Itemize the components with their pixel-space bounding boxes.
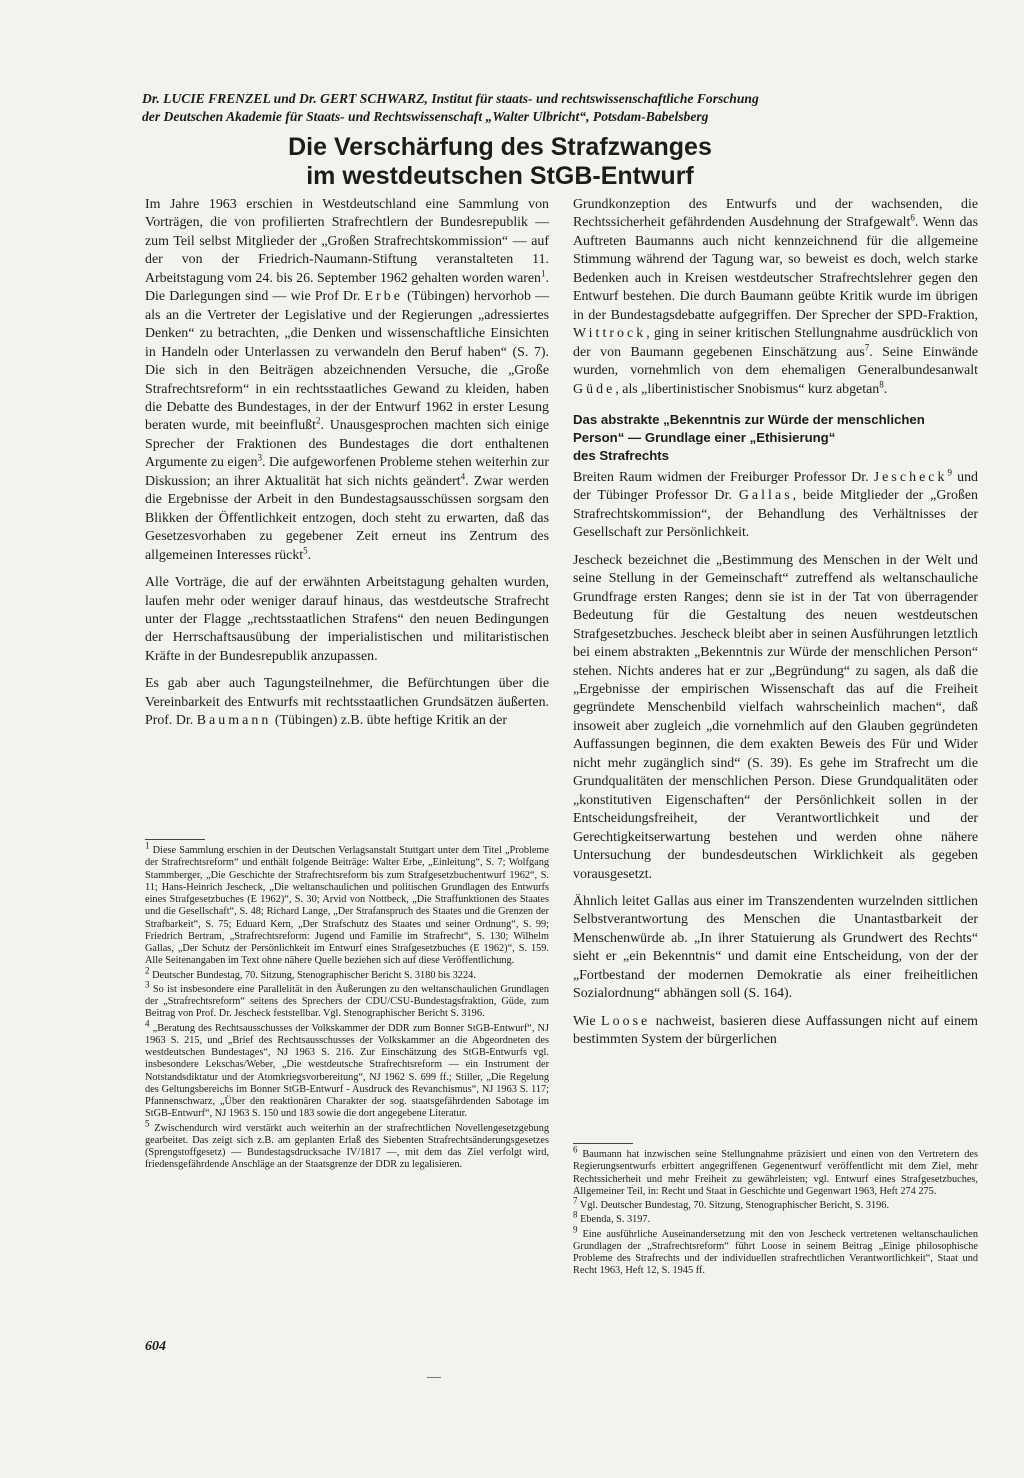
paragraph: Grundkonzeption des Entwurfs und der wachsenden, die Rechtssicherheit gefährdenden Ausdehnung der Strafgewalt$^6$. Wenn das Auftreten Baumanns auch nicht kennzeichnend für die allgemeine Stimmung während der Tagung war, so beweist es doch, welch starke Bedenken auch in Kreisen westdeutscher Strafrechtslehrer gegen den Entwurf bestehen. Die durch Baumann geübte Kritik wurde im übrigen in der Bundestagsdebatte aufgegriffen. Der Sprecher der SPD-Fraktion, Wittrock, ging in seiner kritischen Stellungnahme ausdrücklich von der von Baumann gegebenen Einschätzung aus$^7$. Seine Einwände wurden, vornehmlich von dem ehemaligen Generalbundesanwalt Güde, als „libertinistischer Snobismus“ kurz abgetan$^8$. [573,197,978,397]
section-heading [573,411,978,465]
paragraph: Wie Loose nachweist, basieren diese Auffassungen nicht auf einem bestimmten System der bürgerlichen [573,1013,978,1048]
section-heading-line: Person“ — Grundlage einer „Ethisierung“ [573,429,836,445]
footnote: $^9$ Eine ausführliche Auseinandersetzung mit den von Jescheck vertretenen weltanschaulichen Grundlagen der „Strafrechtsreform“ führt Loose in seinem Beitrag „Einige philosophische Probleme des Strafrechts und der individuellen strafrechtlichen Verantwortlichkeit“, Staat und Recht 1963, Heft 12, S. 1945 ff. [573,1224,978,1277]
footnote-ref[interactable]: 9 [947,467,953,478]
title-line: im westdeutschen StGB-Entwurf [306,162,694,190]
footnote-rule [573,1143,633,1144]
footnote: $^7$ Vgl. Deutscher Bundestag, 70. Sitzung, Stenographischer Bericht, S. 3196. [573,1195,890,1211]
footnote-ref[interactable]: 7 [864,342,870,352]
footnote-ref[interactable]: 3 [257,452,263,463]
footnotes-right [573,1144,978,1280]
footnote-rule [145,839,205,840]
author-line: der Deutschen Akademie für Staats- und Rechtswissenschaft „Walter Ulbricht“, Potsdam-Babelsberg [142,109,709,124]
paragraph: Breiten Raum widmen der Freiburger Professor Dr. Jescheck$^9$ und der Tübinger Professor Dr. Gallas, beide Mitglieder der „Großen Strafrechtskommission“, der Behandlung des Verhältnisses der Gesellschaft zur Persönlichkeit. [573,467,979,541]
footnote: $^5$ Zwischendurch wird verstärkt auch weiterhin an der strafrechtlichen Novellengesetzgebung gearbeitet. Das zeigt sich z.B. am geplanten Erlaß des Siebenten Strafrechtsänderungsgesetzes (Sprengstoffgesetz) — Bundestagsdrucksache IV/1817 —, mit dem das Ziel verfolgt wird, friedensgefährdende Anschläge an der Staatsgrenze der DDR zu legalisieren. [145,1118,549,1171]
footnote-ref[interactable]: 6 [910,212,915,223]
footnote: $^2$ Deutscher Bundestag, 70. Sitzung, Stenographischer Bericht S. 3180 bis 3224. [145,965,476,981]
title-line: Die Verschärfung des Strafzwanges [288,133,712,161]
paragraph: Es gab aber auch Tagungsteilnehmer, die Befürchtungen über die Vereinbarkeit des Entwurfs mit rechtsstaatlichen Grundsätzen äußerten. Prof. Dr. Baumann (Tübingen) z.B. übte heftige Kritik an der [145,676,549,729]
author-line: Dr. LUCIE FRENZEL und Dr. GERT SCHWARZ, Institut für staats- und rechtswissenschaftliche Forschung [142,91,759,106]
footnote-ref[interactable]: 1 [541,268,546,279]
author-affiliation [142,90,942,126]
footnote-ref[interactable]: 8 [879,378,884,389]
footnote: $^8$ Ebenda, S. 3197. [573,1209,651,1226]
section-heading-line: des Strafrechts [573,447,670,463]
right-column [573,196,978,1050]
page-bottom-mark [427,1377,441,1378]
footnote: $^1$ Diese Sammlung erschien in der Deutschen Verlagsanstalt Stuttgart unter dem Titel „Probleme der Strafrechtsreform“ und enthält folgende Beiträge: Walter Erbe, „Einleitung“, S. 7; Wolfgang Stammberger, „Die Geschichte der Strafrechtsreform bis zum Strafgesetzbuchentwurf 1962“, S. 11; Hans-Heinrich Jescheck, „Die weltanschaulichen und politischen Grundlagen des Entwurfs eines Strafgesetzbuches (E 1962)“, S. 30; Arvid von Nottbeck, „Die Straffunktionen des Staates und die Gesellschaft“, S. 48; Richard Lange, „Der Strafanspruch des Staates und die Grenzen der Strafbarkeit“, S. 75; Eduard Kern, „Der Strafschutz des Staates und seiner Ordnung“, S. 99; Friedrich Bertram, „Strafrechtsreform: Jugend und Familie im Strafrecht“, S. 130; Wilhelm Gallas, „Der Schutz der Persönlichkeit im Entwurf eines Strafgesetzbuches (E 1962)“, S. 159. Alle Seitenangaben im Text ohne nähere Quelle beziehen sich auf diese Veröffentlichung. [145,840,549,967]
paragraph: Im Jahre 1963 erschien in Westdeutschland eine Sammlung von Vorträgen, die von profilierten Strafrechtlern der Bundesrepublik — zum Teil selbst Mitglieder der „Großen Strafrechtskommission“ — auf der von der Friedrich-Naumann-Stiftung veranstalteten 11. Arbeitstagung vom 24. bis 26. September 1962 gehalten worden waren$^1$. Die Darlegungen sind — wie Prof Dr. Erbe (Tübingen) hervorhob — als an die Vertreter der Legislative und der Regierungen „adressiertes Denken“ zu betrachten, „die Denken und wissenschaftliche Einsichten in Handeln oder Unterlassen zu verwandeln den Beruf haben“ (S. 7). Die sich in den Beiträgen abzeichnenden Versuche, die „Große Strafrechtsreform“ in ein rechtsstaatliches Gewand zu kleiden, haben die Debatte des Bundestages, in der der Entwurf 1962 in erster Lesung beraten wurde, mit beeinflußt$^2$. Unausgesprochen machten sich einige Sprecher der Fraktionen des Bundestages die dort enthaltenen Argumente zu eigen$^3$. Die aufgeworfenen Probleme stehen weiterhin zur Diskussion; an ihrer Aktualität hat sich nichts geändert$^4$. Zwar werden die Ergebnisse der Arbeit in den Bundestagsausschüssen sorgsam den Blikken der Öffentlichkeit entzogen, doch steht zu erwarten, daß das Gesetzesvorhaben zu gegebener Zeit erneut ins Zentrum des allgemeinen Interesses rückt$^5$. [145,197,550,563]
footnote-ref[interactable]: 5 [303,544,308,555]
page-number: 604 [145,1339,166,1354]
paragraph: Alle Vorträge, die auf der erwähnten Arbeitstagung gehalten wurden, laufen mehr oder weniger darauf hinaus, das westdeutsche Strafrecht unter der Flagge „rechtsstaatlichen Strafens“ den neuen Bedingungen der Herrschaftsausübung der imperialistischen und militaristischen Kräfte in der Bundesrepublik anzupassen. [145,575,549,664]
footnote: $^6$ Baumann hat inzwischen seine Stellungnahme präzisiert und einen von den Vertretern des Regierungsentwurfs erbittert angegriffenen Gegenentwurf veröffentlicht mit dem Ziel, mehr Rechtssicherheit und mehr Freiheit zu gewährleisten; vgl. Entwurf eines Strafgesetzbuches, Allgemeiner Teil, in: Recht und Staat in Geschichte und Gegenwart 1963, Heft 274 275. [573,1144,978,1197]
footnote: $^3$ So ist insbesondere eine Parallelität in den Äußerungen zu den weltanschaulichen Grundlagen der „Strafrechtsreform“ seitens des Sprechers der CDU/CSU-Bundestagsfraktion, Güde, zum Beitrag von Prof. Dr. Jescheck feststellbar. Vgl. Stenographischer Bericht S. 3196. [145,979,550,1020]
footnote-ref[interactable]: 4 [460,471,466,482]
left-column [145,196,549,731]
paragraph: Ähnlich leitet Gallas aus einer im Transzendenten wurzelnden sittlichen Selbstverantwortung des Menschen die Unantastbarkeit der Menschenwürde ab. „In ihrer Statuierung als Grundwert des Rechts“ sieht er „ein Bekenntnis“ und damit eine Entscheidung, von der der „Fortbestand der modernen Demokratie als einer freiheitlichen Sozialordnung“ abhängen soll (S. 164). [573,893,978,1002]
footnotes-left [145,840,550,1174]
footnote: $^4$ „Beratung des Rechtsausschusses der Volkskammer der DDR zum Bonner StGB-Entwurf“, NJ 1963 S. 215, und „Brief des Rechtsausschusses der Volkskammer an die Abgeordneten des westdeutschen Bundestages“, NJ 1963 S. 216. Zur Einschätzung des StGB-Entwurfs vgl. insbesondere Lekschas/Weber, „Die westdeutsche Strafrechtsreform — ein Instrument der Notstandsdiktatur und der Atomkriegsvorbereitung“, NJ 1962 S. 699 ff.; Stiller, „Die Regelung des Geltungsbereichs im Bonner StGB-Entwurf - Ausdruck des Revanchismus“, NJ 1963 S. 117; Pfannenschwarz, „Über den reaktionären Charakter der sog. staatsgefährdenden Sabotage im StGB-Entwurf“, NJ 1963 S. 150 und 183 sowie die dort angegebene Literatur. [145,1018,549,1120]
section-heading-line: Das abstrakte „Bekenntnis zur Würde der menschlichen [573,411,925,427]
paragraph: Jescheck bezeichnet die „Bestimmung des Menschen in der Welt und seine Stellung in der Gemeinschaft“ zutreffend als weltanschauliche Grundfrage ersten Ranges; denn sie ist in der Tat von überragender Bedeutung für die Gestaltung des neuen westdeutschen Strafgesetzbuches. Jescheck bleibt aber in seinen Ausführungen letztlich bei einem abstrakten „Bekenntnis zur Würde der menschlichen Person“ stehen. Nichts anderes hat er zur „Begründung“ zu sagen, als daß die „Ergebnisse der empirischen Wissenschaft das auf die Freiheit gegründete Menschenbild vielfach wahrscheinlich machen“, daß insoweit aber zugleich „die vornehmlich auf den Glauben gegründeten Auffassungen beginnen, die dem exakten Beweis des Für und Wider nicht mehr zugänglich sind“ (S. 39). Es gehe im Strafrecht um die Grundqualitäten der menschlichen Person. Diese Grundqualitäten oder „konstitutiven Eigenschaften“ der Persönlichkeit sollen in der Entscheidungsfreiheit, der Verantwortlichkeit und der Gerechtigkeitserwartung bestehen und werden ohne nähere Untersuchung der bundesdeutschen Wirklichkeit als gegeben vorausgesetzt. [573,552,978,882]
footnote-ref[interactable]: 2 [316,415,321,426]
article-title [150,133,850,191]
